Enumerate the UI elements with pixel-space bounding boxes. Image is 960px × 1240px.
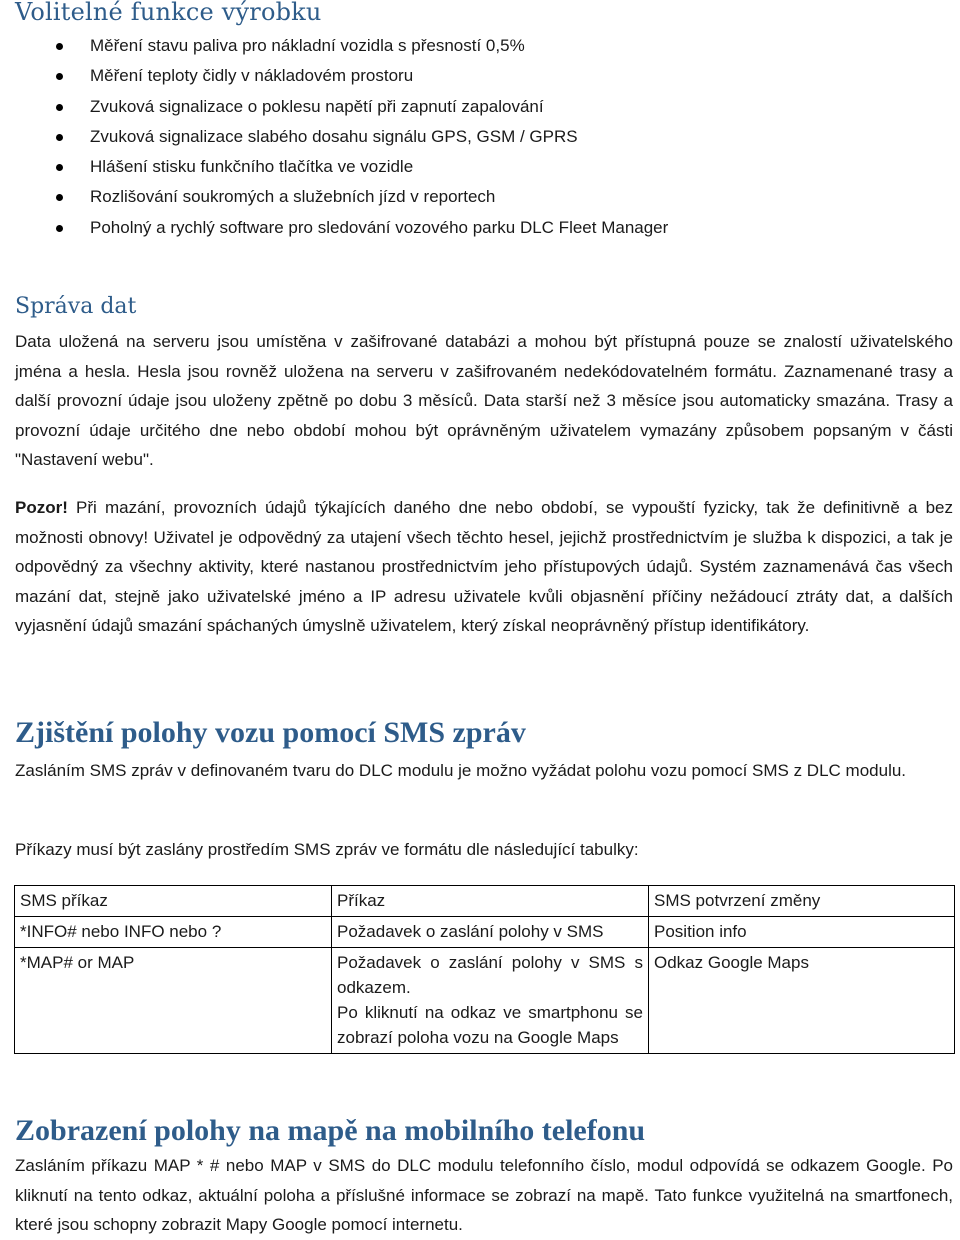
paragraph-data-storage: Data uložená na serveru jsou umístěna v zašifrované databázi a mohou být přístupná pouze se znalostí uživatelského jména a hesla. Hesla jsou rovněž uložena na serveru v zašifrovaném nedekódovatelném formátu. Zaznamenané trasy a další provozní údaje jsou uloženy zpětně po dobu 3 měsíců. Data starší než 3 měsíce jsou automaticky smazána. Trasy a provozní údaje určitého dne nebo období mohou být oprávněným uživatelem vymazány způsobem popsaným v části "Nastavení webu". (15, 332, 953, 469)
paragraph-table-intro: Příkazy musí být zaslány prostředím SMS zpráv ve formátu dle následující tabulky: (15, 840, 639, 859)
list-item (15, 213, 935, 243)
list-item (15, 122, 935, 152)
bullet-icon (56, 134, 63, 141)
list-item-text: Rozlišování soukromých a služebních jízd v reportech (90, 187, 496, 207)
table-cell-multiline (332, 948, 649, 1054)
section-title-data-management: Správa dat (15, 294, 137, 319)
table-row (15, 917, 955, 948)
warning-label: Pozor! (15, 498, 68, 517)
table-cell: Požadavek o zaslání polohy v SMS (332, 917, 649, 948)
table-cell: Position info (649, 917, 955, 948)
list-item (15, 31, 935, 61)
bullet-icon (56, 43, 63, 50)
table-header-cell: SMS příkaz (15, 886, 332, 917)
table-header-row (15, 886, 955, 917)
bullet-icon (56, 194, 63, 201)
table-cell-text: Po kliknutí na odkaz ve smartphonu se zobrazí poloha vozu na Google Maps (337, 1003, 643, 1047)
table-cell: Odkaz Google Maps (649, 948, 955, 1054)
sms-commands-table (14, 885, 955, 1054)
list-item-text: Poholný a rychlý software pro sledování vozového parku DLC Fleet Manager (90, 217, 669, 237)
list-item-text: Zvuková signalizace o poklesu napětí při zapnutí zapalování (90, 96, 544, 116)
section-title-map-display: Zobrazení polohy na mapě na mobilního telefonu (15, 1114, 646, 1147)
bullet-icon (56, 225, 63, 232)
paragraph-sms-intro: Zasláním SMS zpráv v definovaném tvaru do DLC modulu je možno vyžádat polohu vozu pomocí SMS z DLC modulu. (15, 761, 907, 780)
section-title-features: Volitelné funkce výrobku (15, 0, 322, 26)
bullet-icon (56, 104, 63, 111)
table-header-cell: SMS potvrzení změny (649, 886, 955, 917)
list-item-text: Hlášení stisku funkčního tlačítka ve vozidle (90, 157, 414, 177)
table-cell: *INFO# nebo INFO nebo ? (15, 917, 332, 948)
bullet-icon (56, 164, 63, 171)
list-item-text: Zvuková signalizace slabého dosahu signálu GPS, GSM / GPRS (90, 126, 578, 146)
section-title-sms-location: Zjištění polohy vozu pomocí SMS zpráv (15, 716, 526, 749)
paragraph-warning (15, 493, 953, 641)
bullet-icon (56, 73, 63, 80)
list-item (15, 152, 935, 182)
warning-text: Při mazání, provozních údajů týkajících daného dne nebo období, se vypouští fyzicky, tak že definitivně a bez možnosti obnovy! Uživatel je odpovědný za utajení všech těchto hesel, jejichž prostřednictvím je služba k dispozici, a tak je odpovědný za všechny aktivity, které nastanou prostřednictvím jeho přístupových údajů. Systém zaznamenává čas všech mazání dat, stejně jako uživatelské jméno a IP adresu uživatele kvůli objasnění příčiny nežádoucí ztráty dat, a dalších vyjasnění údajů smazání spáchaných úmyslně uživatelem, který získal neoprávněný přístup identifikátory. (15, 498, 953, 635)
table-cell-text: Požadavek o zaslání polohy v SMS s odkazem. (337, 953, 643, 997)
table-cell: *MAP# or MAP (15, 948, 332, 1054)
features-list (15, 31, 935, 243)
list-item-text: Měření stavu paliva pro nákladní vozidla s přesností 0,5% (90, 36, 525, 55)
table-row (15, 948, 955, 1054)
list-item (15, 61, 935, 91)
paragraph-map-display: Zasláním příkazu MAP * # nebo MAP v SMS do DLC modulu telefonního číslo, modul odpovídá se odkazem Google. Po kliknutí na tento odkaz, aktuální poloha a příslušné informace se zobrazí na mapě. Tato funkce využitelná na smartfonech, které jsou schopny zobrazit Mapy Google pomocí internetu. (15, 1156, 953, 1234)
table-header-cell: Příkaz (332, 886, 649, 917)
section-features (15, 0, 322, 26)
list-item-text: Měření teploty čidly v nákladovém prostoru (90, 66, 414, 86)
list-item (15, 92, 935, 122)
list-item (15, 182, 935, 212)
